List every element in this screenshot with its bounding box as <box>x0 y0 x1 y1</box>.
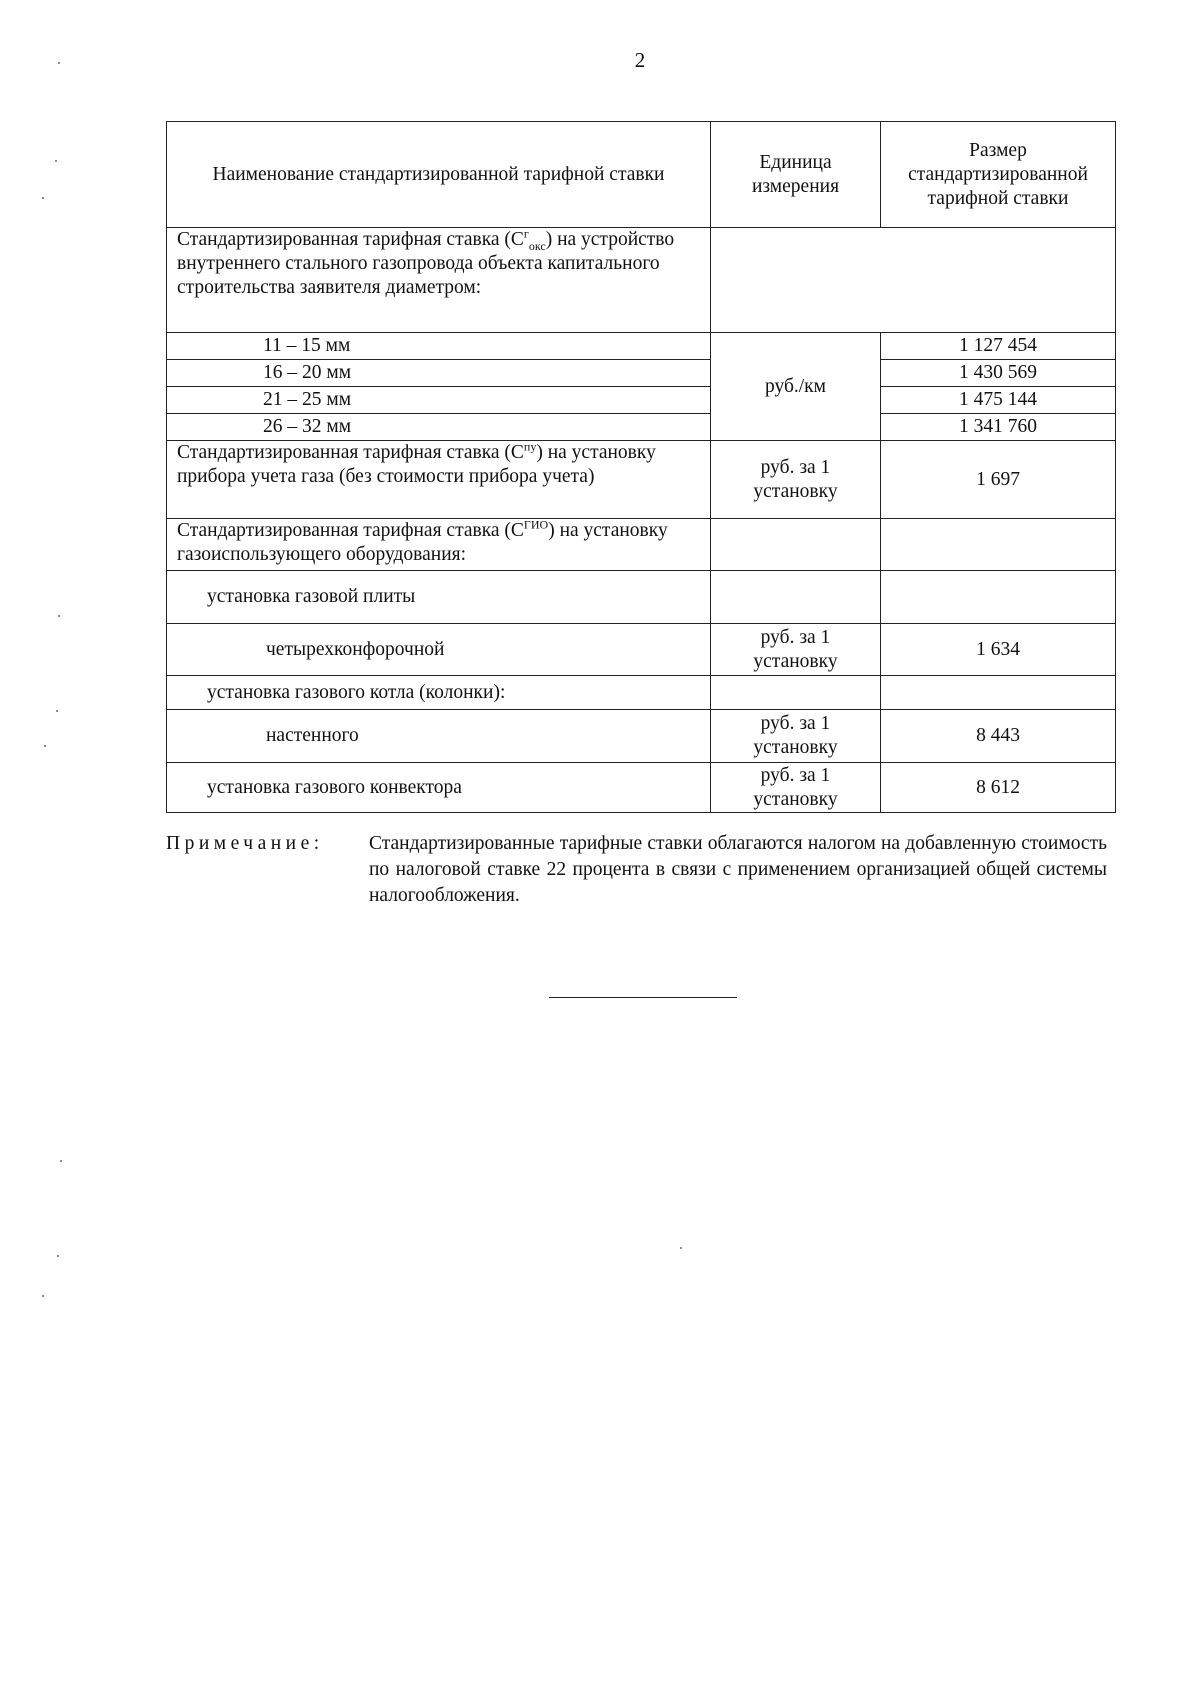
stove-header-row <box>167 571 1116 624</box>
convector-value: 8 612 <box>881 763 1116 813</box>
tariff-table <box>166 121 1116 813</box>
diameter-label: 11 – 15 мм <box>167 333 711 360</box>
boiler-type-label: настенного <box>167 710 711 763</box>
gio-empty-unit <box>711 519 881 571</box>
table-row <box>167 360 1116 387</box>
scan-speck <box>56 710 58 712</box>
scan-speck <box>42 197 44 199</box>
oks-empty-cell <box>711 228 1116 333</box>
stove-row <box>167 624 1116 676</box>
stove-empty-unit <box>711 571 881 624</box>
note-text: Стандартизированные тарифные ставки облагаются налогом на добавленную стоимость по налоговой ставке 22 процента в связи с применением организацией общей системы налогообложения. <box>369 833 1107 906</box>
scan-speck <box>58 62 60 64</box>
table-row <box>167 414 1116 441</box>
scan-speck <box>60 1160 62 1162</box>
boiler-header-row <box>167 676 1116 710</box>
scan-speck <box>57 1255 59 1257</box>
table-header-row <box>167 122 1116 228</box>
gio-empty-value <box>881 519 1116 571</box>
table-row <box>167 333 1116 360</box>
scan-speck <box>680 1247 682 1249</box>
pu-value: 1 697 <box>881 441 1116 519</box>
end-rule <box>549 997 737 998</box>
header-size: Размер стандартизированной тарифной ставки <box>881 122 1116 228</box>
stove-type-label: четырехконфорочной <box>167 624 711 676</box>
stove-unit: руб. за 1 установку <box>711 624 881 676</box>
oks-group-title: Стандартизированная тарифная ставка $(С^г_{окс})$ на устройство внутреннего стального газопровода объекта капитального строительства заявителя диаметром: <box>167 228 711 333</box>
scan-speck <box>44 745 46 747</box>
gio-title: Стандартизированная тарифная ставка $(С^{ГИО})$ на установку газоиспользующего оборудования: <box>167 519 711 571</box>
diameter-value: 1 475 144 <box>881 387 1116 414</box>
gio-description: на установку газоиспользующего оборудования: <box>177 520 668 565</box>
scan-speck <box>58 615 60 617</box>
diameter-value: 1 127 454 <box>881 333 1116 360</box>
stove-label: установка газовой плиты <box>167 571 711 624</box>
diameter-label: 16 – 20 мм <box>167 360 711 387</box>
note-label: Примечание: <box>166 833 324 854</box>
boiler-empty-unit <box>711 676 881 710</box>
pu-unit: руб. за 1 установку <box>711 441 881 519</box>
boiler-label: установка газового котла (колонки): <box>167 676 711 710</box>
oks-description: на устройство внутреннего стального газопровода объекта капитального строительства заявителя диаметром: <box>177 229 675 298</box>
stove-empty-value <box>881 571 1116 624</box>
convector-label: установка газового конвектора <box>167 763 711 813</box>
table-row <box>167 387 1116 414</box>
page-number: 2 <box>634 48 646 72</box>
gio-row <box>167 519 1116 571</box>
pu-row <box>167 441 1116 519</box>
pu-title: Стандартизированная тарифная ставка $(С^{пу})$ на установку прибора учета газа (без стоимости прибора учета) <box>167 441 711 519</box>
diameter-label: 26 – 32 мм <box>167 414 711 441</box>
boiler-row <box>167 710 1116 763</box>
scan-speck <box>55 160 57 162</box>
scan-speck <box>42 1295 44 1297</box>
header-unit: Единица измерения <box>711 122 881 228</box>
oks-unit: руб./км <box>711 333 881 441</box>
diameter-value: 1 430 569 <box>881 360 1116 387</box>
diameter-label: 21 – 25 мм <box>167 387 711 414</box>
header-name: Наименование стандартизированной тарифной ставки <box>167 122 711 228</box>
boiler-unit: руб. за 1 установку <box>711 710 881 763</box>
boiler-empty-value <box>881 676 1116 710</box>
convector-row <box>167 763 1116 813</box>
stove-value: 1 634 <box>881 624 1116 676</box>
diameter-value: 1 341 760 <box>881 414 1116 441</box>
convector-unit: руб. за 1 установку <box>711 763 881 813</box>
pu-description: на установку прибора учета газа (без стоимости прибора учета) <box>177 442 656 487</box>
boiler-value: 8 443 <box>881 710 1116 763</box>
oks-group-row <box>167 228 1116 333</box>
